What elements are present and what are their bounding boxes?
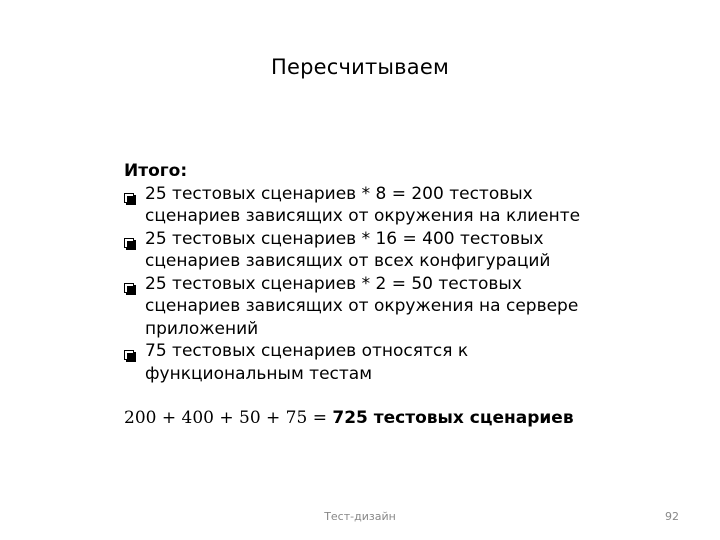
q-bullet-icon [124, 279, 138, 291]
list-item [124, 183, 604, 228]
content-block [124, 160, 604, 385]
sum-expression: 200 + 400 + 50 + 75 = [124, 408, 333, 428]
footer-text: Тест-дизайн [324, 510, 396, 523]
bullet-text: 25 тестовых сценариев * 8 = 200 тестовых сценариев зависящих от окружения на клиенте [145, 183, 581, 226]
sum-result: 725 тестовых сценариев [332, 408, 574, 428]
bullet-text: 25 тестовых сценариев * 16 = 400 тестовых сценариев зависящих от всех конфигураций [145, 228, 551, 271]
list-item [124, 273, 604, 341]
list-item [124, 340, 604, 385]
page-number: 92 [665, 510, 679, 523]
q-bullet-icon [124, 234, 138, 246]
q-bullet-icon [124, 346, 138, 358]
list-item [124, 228, 604, 273]
bullet-text: 25 тестовых сценариев * 2 = 50 тестовых сценариев зависящих от окружения на сервере приложений [145, 273, 579, 339]
intro-heading: Итого: [124, 161, 188, 181]
slide-title: Пересчитываем [271, 55, 449, 79]
bullet-list [124, 183, 604, 386]
q-bullet-icon [124, 189, 138, 201]
bullet-text: 75 тестовых сценариев относятся к функциональным тестам [145, 341, 469, 384]
sum-line [124, 408, 574, 428]
